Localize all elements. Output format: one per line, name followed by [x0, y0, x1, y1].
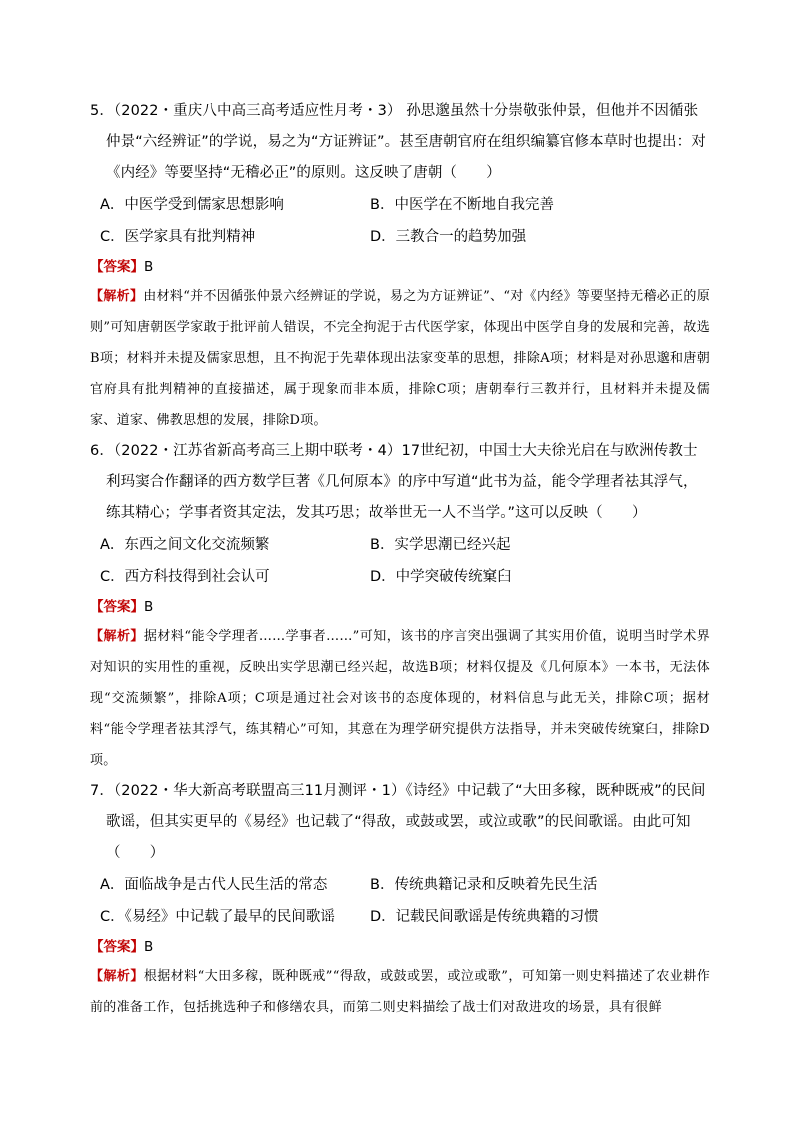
- option-b: B．中医学在不断地自我完善: [370, 197, 554, 213]
- question-6: [90, 436, 710, 776]
- option-row: [100, 189, 710, 221]
- option-row: [100, 901, 710, 933]
- option-d: D．中学突破传统窠臼: [370, 569, 512, 585]
- answer-tag: 【答案】: [90, 259, 144, 275]
- answer-tag: 【答案】: [90, 939, 144, 955]
- analysis-paragraph: [90, 281, 710, 436]
- option-c: C．医学家具有批判精神: [100, 229, 256, 245]
- question-stem: 6．（2022・江苏省新高考高三上期中联考・4）17世纪初，中国士大夫徐光启在与欧洲传教士利玛窦合作翻译的西方数学巨著《几何原本》的序中写道“此书为益，能令学理者祛其浮气，练其精心；学事者资其定法，发其巧思；故举世无一人不当学。”这可以反映（ ）: [90, 443, 698, 521]
- option-d: D．三教合一的趋势加强: [370, 229, 527, 245]
- option-a: A．中医学受到儒家思想影响: [100, 197, 284, 213]
- question-5: [90, 96, 710, 436]
- answer-value: B: [144, 259, 154, 275]
- analysis-text: 由材料“并不因循张仲景六经辨证的学说，易之为方证辨证”、“对《内经》等要坚持无稽必正的原则”可知唐朝医学家敢于批评前人错误，不完全拘泥于古代医学家，体现出中医学自身的发展和完善，故选B项；材料并未提及儒家思想，且不拘泥于先辈体现出法家变革的思想，排除A项；材料是对孙思邈和唐朝官府具有批判精神的直接描述，属于现象而非本质，排除C项；唐朝奉行三教并行，且材料并未提及儒家、道家、佛教思想的发展，排除D项。: [90, 289, 711, 428]
- analysis-paragraph: [90, 961, 710, 1023]
- option-a: A．东西之间文化交流频繁: [100, 537, 270, 553]
- option-row: [100, 221, 710, 253]
- analysis-tag: 【解析】: [90, 629, 144, 644]
- option-d: D．记载民间歌谣是传统典籍的习惯: [370, 909, 599, 925]
- option-a: A．面临战争是古代人民生活的常态: [100, 877, 328, 893]
- answer-line: [90, 933, 710, 961]
- question-stem: 5．（2022・重庆八中高三高考适应性月考・3） 孙思邈虽然十分崇敬张仲景，但他并不因循张仲景“六经辨证”的学说，易之为“方证辨证”。甚至唐朝官府在组织编纂官修本草时也提出：对《内经》等要坚持“无稽必正”的原则。这反映了唐朝（ ）: [90, 103, 706, 181]
- question-list: [90, 96, 710, 1023]
- answer-tag: 【答案】: [90, 599, 144, 615]
- analysis-tag: 【解析】: [90, 969, 144, 984]
- option-row: [100, 561, 710, 593]
- answer-value: B: [144, 599, 154, 615]
- option-c: C．《易经》中记载了最早的民间歌谣: [100, 909, 335, 925]
- analysis-text: 据材料“能令学理者……学事者……”可知，该书的序言突出强调了其实用价值，说明当时学术界对知识的实用性的重视，反映出实学思潮已经兴起，故选B项；材料仅提及《几何原本》一本书，无法体现“交流频繁”，排除A项；C项是通过社会对该书的态度体现的，材料信息与此无关，排除C项；据材料“能令学理者祛其浮气，练其精心”可知，其意在为理学研究提供方法指导，并未突破传统窠臼，排除D项。: [90, 629, 711, 768]
- option-c: C．西方科技得到社会认可: [100, 569, 270, 585]
- question-7: [90, 776, 710, 1023]
- analysis-paragraph: [90, 621, 710, 776]
- option-row: [100, 529, 710, 561]
- option-b: B．实学思潮已经兴起: [370, 537, 511, 553]
- answer-line: [90, 253, 710, 281]
- answer-line: [90, 593, 710, 621]
- question-stem: 7．（2022・华大新高考联盟高三11月测评・1）《诗经》中记载了“大田多稼，既种既戒”的民间歌谣，但其实更早的《易经》也记载了“得敌，或鼓或罢，或泣或歌”的民间歌谣。由此可知（ ）: [90, 783, 706, 861]
- option-row: [100, 869, 710, 901]
- analysis-tag: 【解析】: [90, 289, 144, 304]
- analysis-text: 根据材料“大田多稼，既种既戒”“得敌，或鼓或罢，或泣或歌”，可知第一则史料描述了农业耕作前的准备工作，包括挑选种子和修缮农具，而第二则史料描绘了战士们对敌进攻的场景，具有很鲜: [90, 969, 710, 1015]
- option-b: B．传统典籍记录和反映着先民生活: [370, 877, 598, 893]
- answer-value: B: [144, 939, 154, 955]
